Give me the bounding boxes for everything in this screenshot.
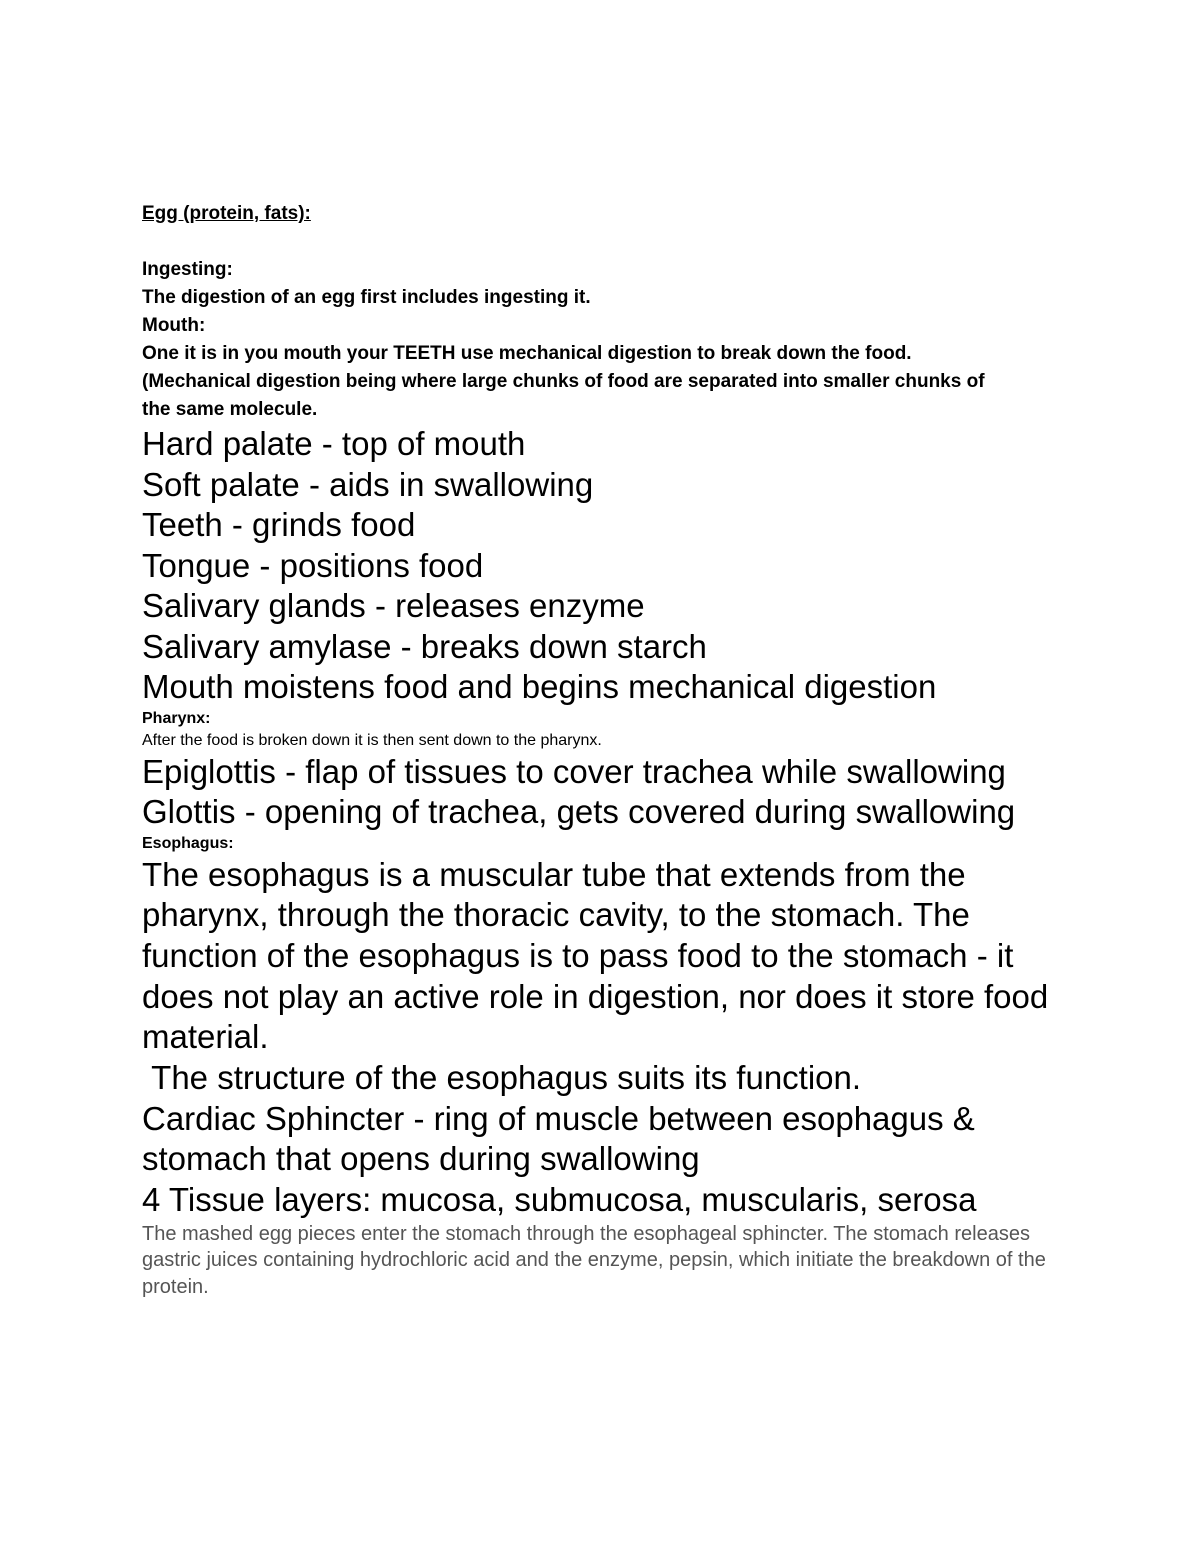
esophagus-layers: 4 Tissue layers: mucosa, submucosa, muscularis, serosa <box>142 1181 977 1219</box>
mouth-heading: Mouth: <box>142 315 206 336</box>
mouth-item: Salivary amylase - breaks down starch <box>142 627 707 665</box>
mouth-text-line: the same molecule. <box>142 399 318 420</box>
pharynx-heading: Pharynx: <box>142 709 211 727</box>
esophagus-heading: Esophagus: <box>142 834 234 852</box>
mouth-item: Mouth moistens food and begins mechanical digestion <box>142 668 937 705</box>
mouth-item: Hard palate - top of mouth <box>142 425 526 462</box>
document-page <box>142 200 1082 1300</box>
mouth-text-line: One it is in you mouth your TEETH use mechanical digestion to break down the food. <box>142 343 912 364</box>
mouth-item: Teeth - grinds food <box>142 506 416 543</box>
mouth-item: Tongue - positions food <box>142 546 484 584</box>
pharynx-text: After the food is broken down it is then sent down to the pharynx. <box>142 731 602 749</box>
blank-line <box>142 228 1082 256</box>
pharynx-item: Epiglottis - flap of tissues to cover trachea while swallowing <box>142 752 1006 790</box>
stomach-text: The mashed egg pieces enter the stomach through the esophageal sphincter. The stomach releases gastric juices containing hydrochloric acid and the enzyme, pepsin, which initiate the breakdown of the protein. <box>142 1222 1046 1298</box>
mouth-item: Soft palate - aids in swallowing <box>142 465 594 503</box>
ingesting-text: The digestion of an egg first includes ingesting it. <box>142 287 591 308</box>
pharynx-item: Glottis - opening of trachea, gets covered during swallowing <box>142 793 1016 830</box>
esophagus-structure: The structure of the esophagus suits its function. <box>142 1059 862 1097</box>
esophagus-sphincter: Cardiac Sphincter - ring of muscle between esophagus & stomach that opens during swallowing <box>142 1099 975 1178</box>
mouth-text-line: (Mechanical digestion being where large chunks of food are separated into smaller chunks of <box>142 371 985 392</box>
document-title: Egg (protein, fats): <box>142 203 311 224</box>
mouth-item: Salivary glands - releases enzyme <box>142 587 645 624</box>
esophagus-paragraph: The esophagus is a muscular tube that extends from the pharynx, through the thoracic cavity, to the stomach. The function of the esophagus is to pass food to the stomach - it does not play an active role in digestion, nor does it store food material. <box>142 855 1049 1056</box>
ingesting-heading: Ingesting: <box>142 259 233 280</box>
